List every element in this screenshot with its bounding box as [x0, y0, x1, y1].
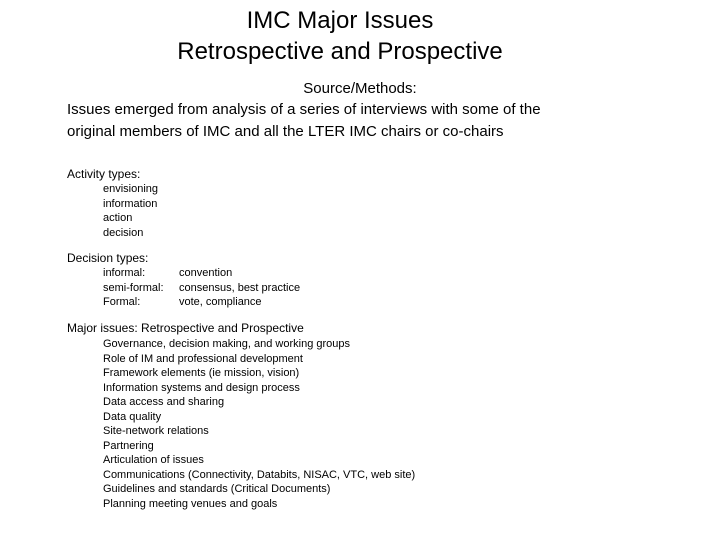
- decision-types-values: [179, 266, 300, 310]
- decision-types-heading: Decision types:: [67, 251, 149, 265]
- decision-value: convention: [179, 267, 233, 279]
- activity-types-list: [103, 182, 158, 240]
- list-item: action: [103, 212, 133, 224]
- source-line-2: original members of IMC and all the LTER IMC chairs or co-chairs: [67, 123, 504, 140]
- decision-label: informal:: [103, 267, 146, 279]
- decision-label: Formal:: [103, 296, 141, 308]
- list-item: Planning meeting venues and goals: [103, 497, 278, 510]
- decision-value: consensus, best practice: [179, 281, 301, 294]
- list-item: Role of IM and professional development: [103, 352, 303, 365]
- list-item: Partnering: [103, 439, 154, 452]
- source-body: [67, 99, 541, 143]
- list-item: Governance, decision making, and working groups: [103, 338, 351, 350]
- list-item: Framework elements (ie mission, vision): [103, 367, 300, 379]
- decision-value: vote, compliance: [179, 296, 262, 308]
- list-item: Information systems and design process: [103, 381, 300, 394]
- list-item: Guidelines and standards (Critical Documents): [103, 483, 331, 495]
- list-item: Site-network relations: [103, 425, 209, 437]
- source-line-1: Issues emerged from analysis of a series of interviews with some of the: [67, 101, 541, 118]
- list-item: Articulation of issues: [103, 454, 204, 466]
- major-issues-list: [103, 337, 415, 511]
- decision-label: semi-formal:: [103, 281, 164, 294]
- list-item: Data quality: [103, 410, 162, 423]
- list-item: decision: [103, 226, 144, 239]
- list-item: information: [103, 197, 158, 210]
- source-heading: Source/Methods:: [303, 80, 417, 97]
- title-line-1: IMC Major Issues: [246, 7, 434, 34]
- list-item: Data access and sharing: [103, 396, 225, 408]
- major-issues-heading: Major issues: Retrospective and Prospective: [67, 321, 304, 335]
- activity-types-heading: Activity types:: [67, 167, 141, 181]
- title-line-2: Retrospective and Prospective: [177, 38, 503, 65]
- list-item: envisioning: [103, 183, 159, 195]
- decision-types-labels: [103, 266, 164, 310]
- list-item: Communications (Connectivity, Databits, NISAC, VTC, web site): [103, 468, 416, 481]
